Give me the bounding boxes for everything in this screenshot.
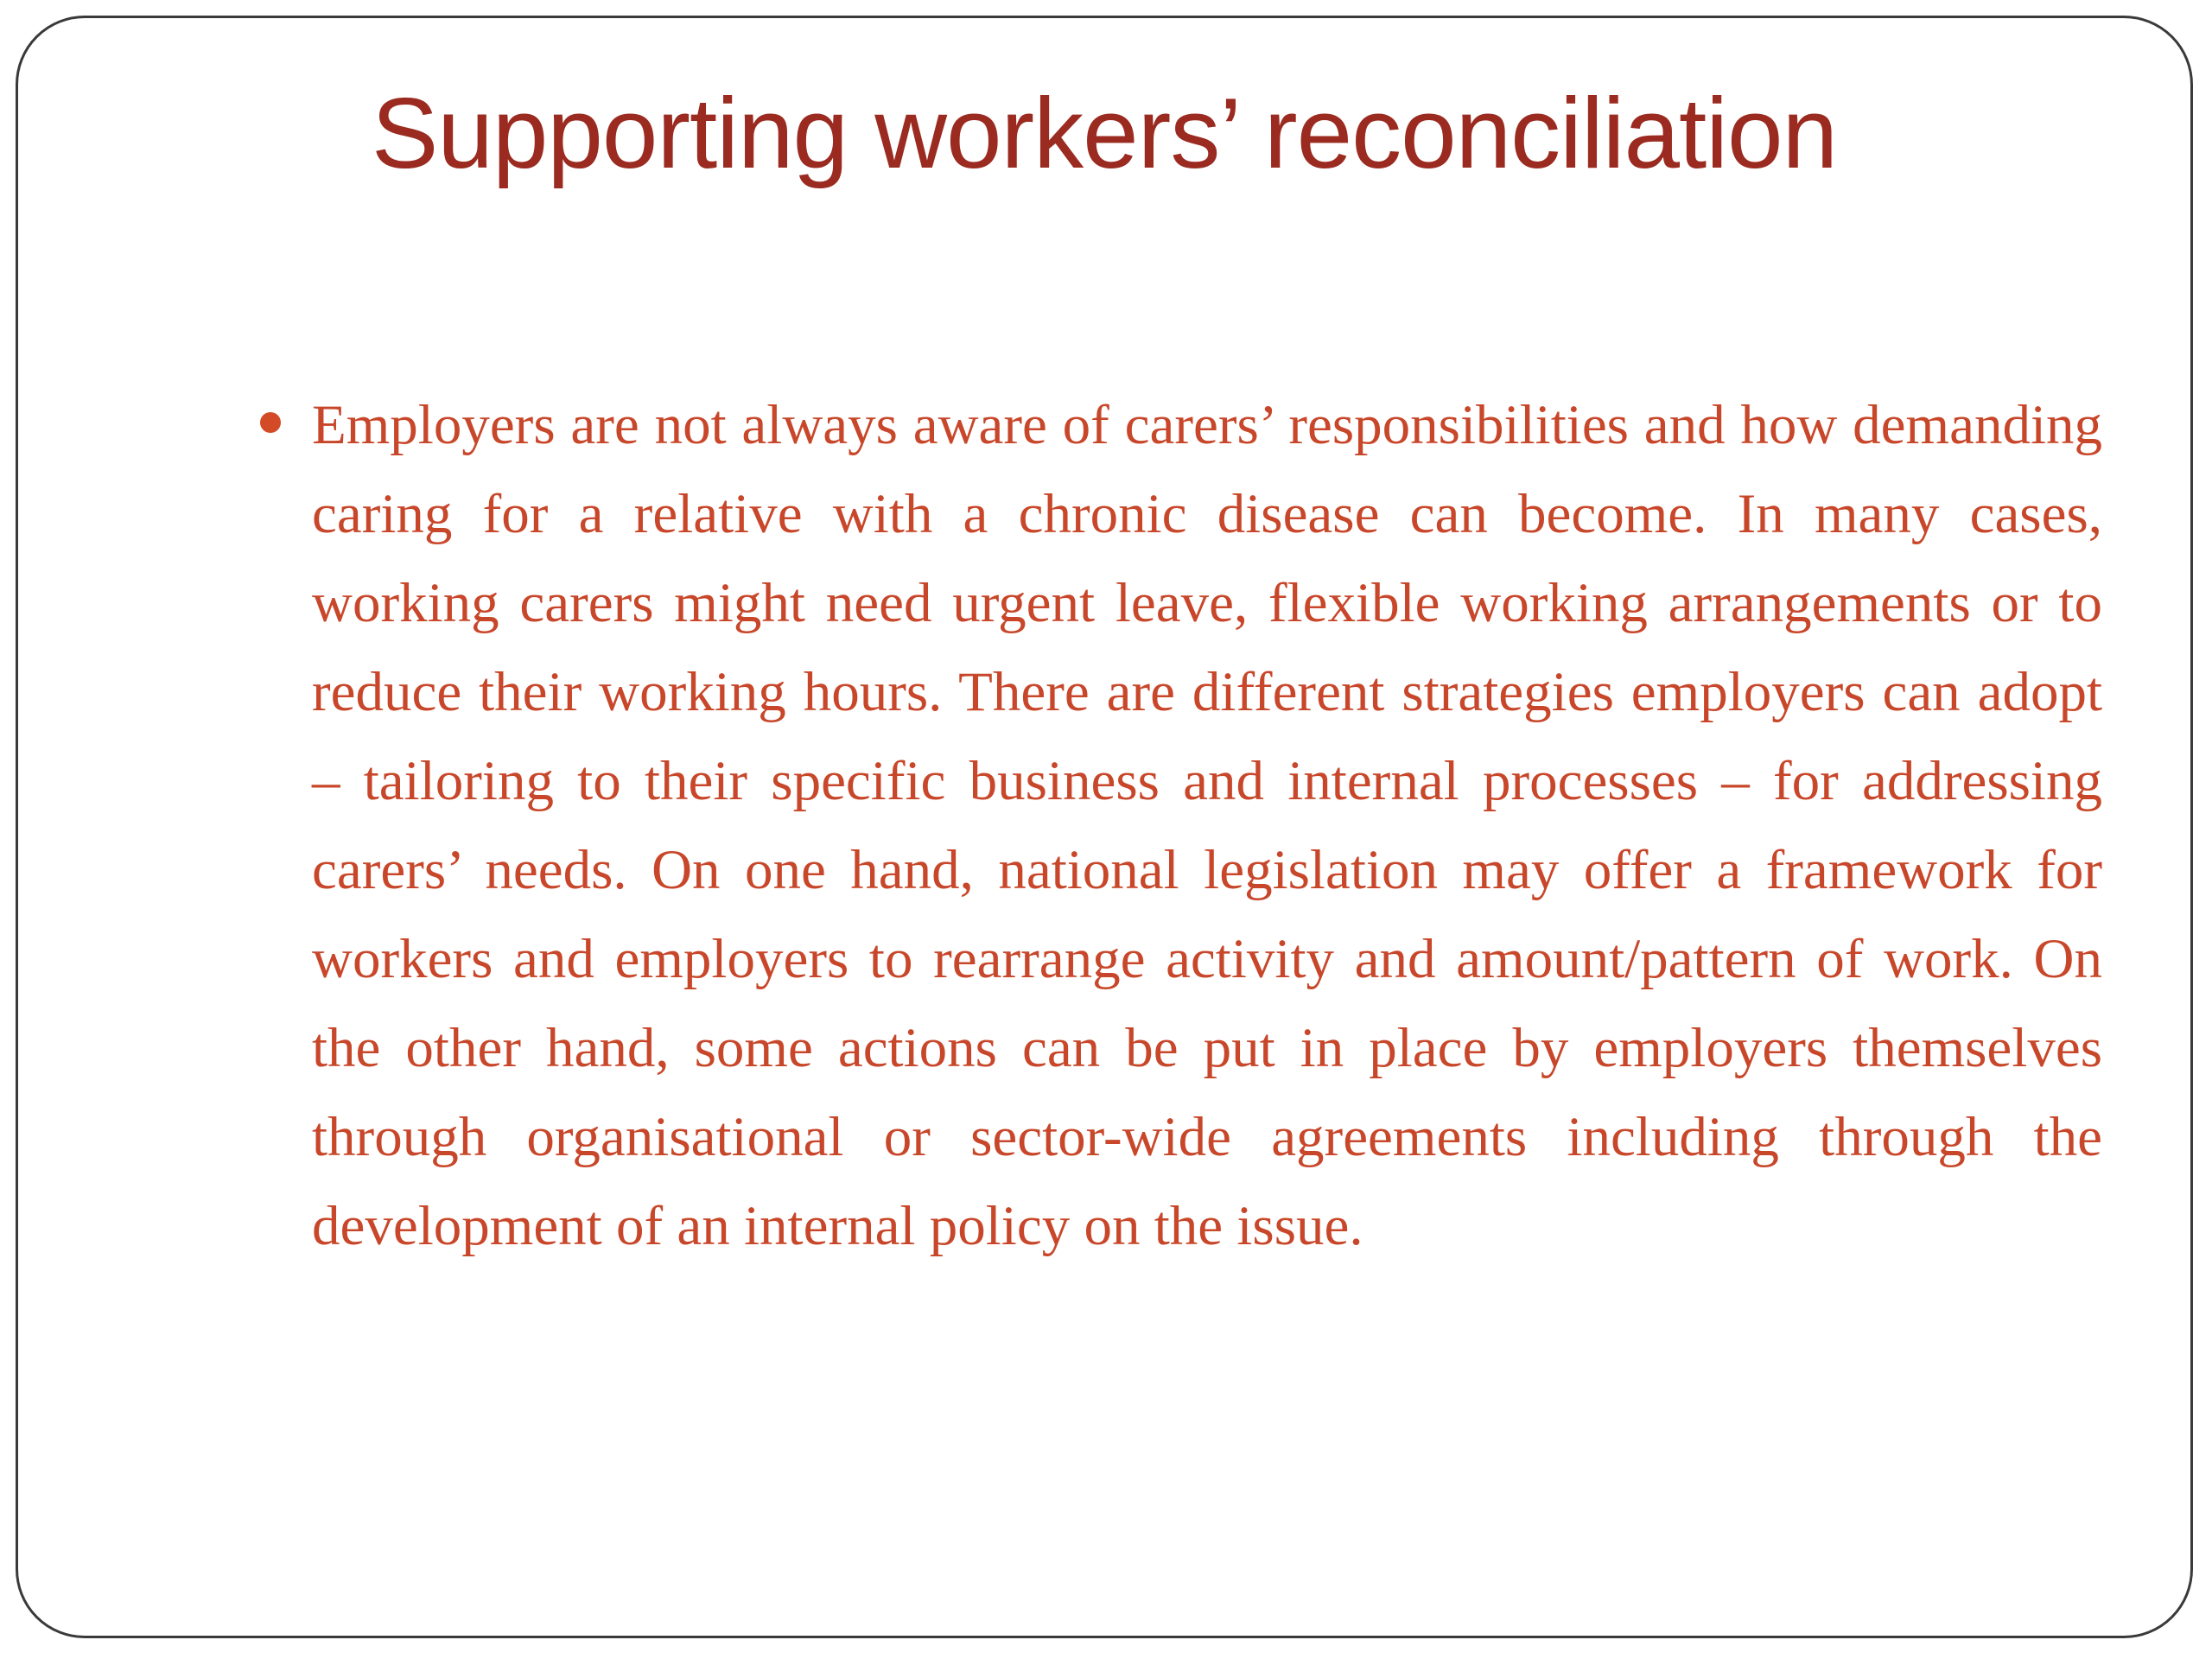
slide-title: Supporting workers’ reconciliation (371, 77, 1838, 189)
bullet-list (312, 381, 2102, 1271)
slide-frame (16, 16, 2193, 1638)
bullet-text: Employers are not always aware of carers’ responsibilities and how demanding caring for a relative with a chronic disease can become. In many cases, working carers might need urgent leave, flexible working arrangements or to reduce their working hours. There are different strategies employers can adopt – tailoring to their specific business and internal processes – for addressing carers’ needs. On one hand, national legislation may offer a framework for workers and employers to rearrange activity and amount/pattern of work. On the other hand, some actions can be put in place by employers themselves through organisational or sector-wide agreements including through the development of an internal policy on the issue. (312, 394, 2102, 1257)
bullet-dot-icon (260, 412, 281, 433)
bullet-item (312, 381, 2102, 1271)
